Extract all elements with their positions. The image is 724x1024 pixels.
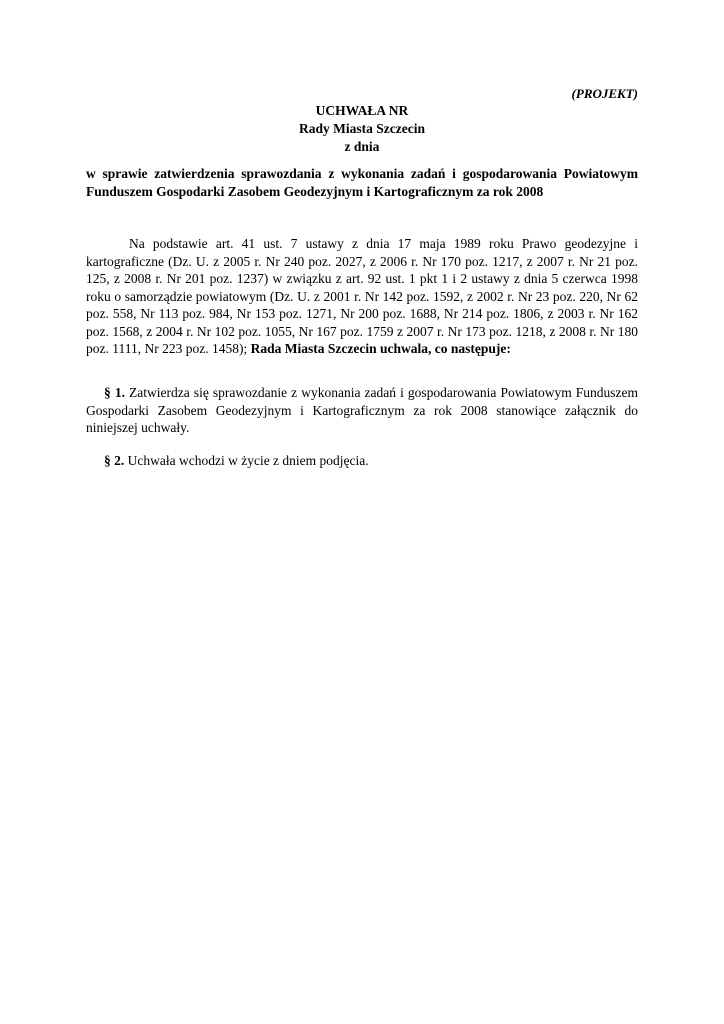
title-line-council: Rady Miasta Szczecin [299,121,425,136]
resolution-heading [86,102,638,156]
section-1-paragraph [86,384,638,437]
section-2-paragraph [86,452,638,470]
title-line-date: z dnia [344,139,380,154]
preamble-legal-basis: Na podstawie art. 41 ust. 7 ustawy z dnia 17 maja 1989 roku Prawo geodezyjne i kartograficzne (Dz. U. z 2005 r. Nr 240 poz. 2027, z 2006 r. Nr 170 poz. 1217, z 2007 r. Nr 21 poz. 125, z 2008 r. Nr 201 poz. 1237) w związku z art. 92 ust. 1 pkt 1 i 2 ustawy z dnia 5 czerwca 1998 roku o samorządzie powiatowym (Dz. U. z 2001 r. Nr 142 poz. 1592, z 2002 r. Nr 23 poz. 220, Nr 62 poz. 558, Nr 113 poz. 984, Nr 153 poz. 1271, Nr 200 poz. 1688, Nr 214 poz. 1806, z 2003 r. Nr 162 poz. 1568, z 2004 r. Nr 102 poz. 1055, Nr 167 poz. 1759 z 2007 r. Nr 173 poz. 1218, z 2008 r. Nr 180 poz. 1111, Nr 223 poz. 1458); [86,236,638,356]
section-2-text: Uchwała wchodzi w życie z dniem podjęcia. [127,453,369,468]
section-2-mark: § 2. [104,453,125,468]
section-1-mark: § 1. [104,385,125,400]
title-line-resolution-number: UCHWAŁA NR [315,103,409,118]
preamble-paragraph [86,235,638,358]
resolution-subject: w sprawie zatwierdzenia sprawozdania z wykonania zadań i gospodarowania Powiatowym Funduszem Gospodarki Zasobem Geodezyjnym i Kartograficznym za rok 2008 [86,166,638,199]
preamble-enacting-clause: Rada Miasta Szczecin uchwala, co następuje: [250,341,511,356]
draft-label: (PROJEKT) [571,86,638,101]
section-1-text: Zatwierdza się sprawozdanie z wykonania zadań i gospodarowania Powiatowym Funduszem Gospodarki Zasobem Geodezyjnym i Kartograficznym za rok 2008 stanowiące załącznik do niniejszej uchwały. [86,385,639,435]
